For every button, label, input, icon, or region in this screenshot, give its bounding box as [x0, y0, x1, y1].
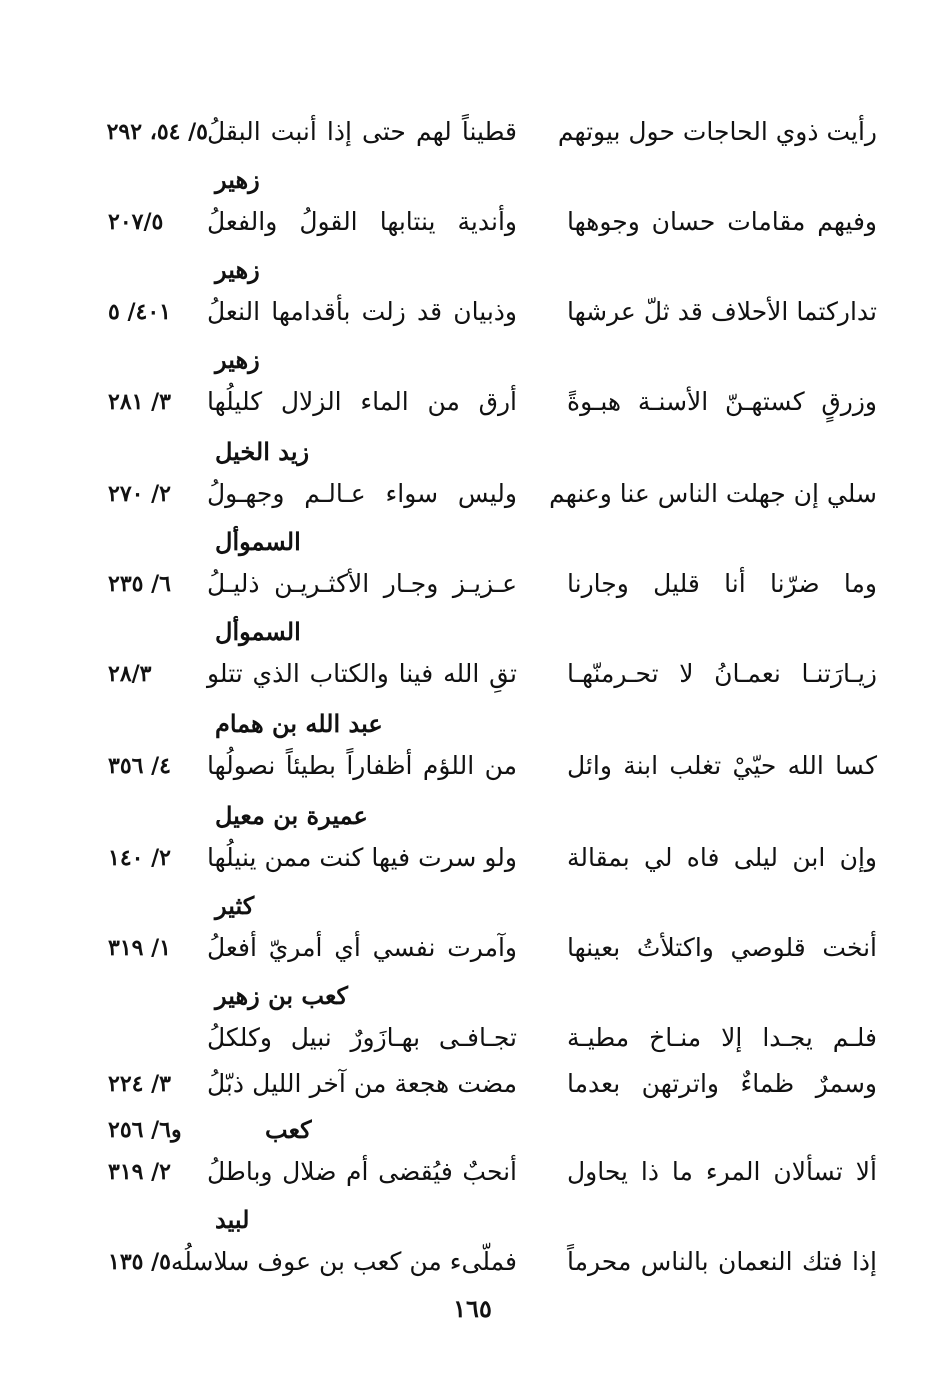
- verse-first-hemistich: وسمرٌ ظماءٌ واترتهن بعدما: [567, 1069, 877, 1098]
- verse-second-hemistich: مضت هجعة من آخر الليل ذبّلُ: [207, 1069, 517, 1098]
- verse-row: [0, 110, 945, 154]
- verse-first-hemistich: فلـم يجـدا إلا منـاخ مطيـة: [567, 1023, 877, 1052]
- verse-reference: ٤٠١/ ٥: [108, 299, 171, 325]
- verse-reference: ٦/ ٢٣٥: [108, 571, 171, 597]
- verse-first-hemistich: إذا فتك النعمان بالناس محرماً: [567, 1247, 877, 1276]
- verse-row: [0, 1016, 945, 1060]
- verse-second-hemistich: عـزيـز وجـار الأكثـريـن ذليـلُ: [207, 569, 517, 598]
- verse-second-hemistich: وآمرت نفسي أي أمريّ أفعلُ: [207, 933, 517, 962]
- verse-second-hemistich: أنحبٌ فيُقضى أم ضلال وباطلُ: [207, 1157, 517, 1186]
- verse-row: [0, 290, 945, 334]
- verse-row: [0, 472, 945, 516]
- verse-first-hemistich: أنخت قلوصي واكتلأتُ بعينها: [567, 933, 877, 962]
- verse-second-hemistich: تقِ الله فينا والكتاب الذي تتلو: [207, 659, 517, 688]
- verse-reference: ١/ ٣١٩: [108, 935, 171, 961]
- verse-first-hemistich: وفيهم مقامات حسان وجوهها: [567, 207, 877, 236]
- verse-second-hemistich: قطيناً لهم حتى إذا أنبت البقلُ: [207, 117, 517, 146]
- verse-reference: ٥/ ٥٤، ٢٩٢: [106, 119, 208, 145]
- poet-name: كعب بن زهير: [215, 981, 348, 1010]
- verse-reference: ٥/ ١٣٥: [108, 1249, 171, 1275]
- verse-second-hemistich: من اللؤم أظفاراً بطيئاً نصولُها: [207, 751, 517, 780]
- verse-row: [0, 652, 945, 696]
- verse-reference: ٢/ ٢٧٠: [108, 481, 171, 507]
- verse-first-hemistich: وإن ابن ليلى فاه لي بمقالة: [567, 843, 877, 872]
- page-number: ١٦٥: [453, 1294, 492, 1323]
- poet-name: زيد الخيل: [215, 437, 310, 466]
- verse-reference: ٢/ ٣١٩: [108, 1159, 171, 1185]
- verse-reference: ٣/ ٢٢٤: [108, 1071, 171, 1097]
- verse-second-hemistich: ولو سرت فيها كنت ممن ينيلُها: [207, 843, 517, 872]
- verse-second-hemistich: وليس سواء عـالـم وجهـولُ: [207, 479, 517, 508]
- verse-reference: ٢/ ١٤٠: [108, 845, 171, 871]
- poet-name: عبد الله بن همام: [215, 709, 383, 738]
- verse-first-hemistich: وزرقٍ كستهـنّ الأسنـة هبـوةً: [567, 387, 877, 416]
- verse-first-hemistich: وما ضرّنا أنا قليل وجارنا: [567, 569, 877, 598]
- poet-name: زهير: [215, 345, 260, 374]
- verse-row: [0, 200, 945, 244]
- verse-row: [0, 1062, 945, 1106]
- verse-row: [0, 1240, 945, 1284]
- verse-row: [0, 562, 945, 606]
- poet-name: كعب: [265, 1115, 312, 1144]
- verse-first-hemistich: سلي إن جهلت الناس عنا وعنهم: [549, 479, 877, 508]
- verse-row: [0, 926, 945, 970]
- verse-first-hemistich: تداركتما الأحلاف قد ثلّ عرشها: [567, 297, 877, 326]
- verse-first-hemistich: رأيت ذوي الحاجات حول بيوتهم: [557, 117, 877, 146]
- verse-first-hemistich: ألا تسألان المرء ما ذا يحاول: [567, 1157, 877, 1186]
- verse-second-hemistich: أرق من الماء الزلال كليلُها: [207, 387, 517, 416]
- poet-name: زهير: [215, 165, 260, 194]
- poet-name: كثير: [215, 891, 255, 920]
- verse-first-hemistich: زيـارَتنـا نعمـانُ لا تحـرمنّهـا: [567, 659, 877, 688]
- poet-name: عميرة بن معيل: [215, 801, 368, 830]
- verse-reference-extra: و٦/ ٢٥٦: [108, 1117, 182, 1143]
- verse-row: [0, 836, 945, 880]
- verse-second-hemistich: فملّىء من كعب بن عوف سلاسلُه: [170, 1247, 517, 1276]
- verse-row: [0, 1150, 945, 1194]
- verse-row: [0, 744, 945, 788]
- verse-first-hemistich: كسا الله حيّيْ تغلب ابنة وائل: [567, 751, 877, 780]
- poet-name: زهير: [215, 255, 260, 284]
- verse-second-hemistich: وأندية ينتابها القولُ والفعلُ: [207, 207, 517, 236]
- verse-second-hemistich: تجـافـى بهـازَورٌ نبيل وكلكلُ: [207, 1023, 517, 1052]
- poet-name: السموأل: [215, 617, 301, 646]
- poet-name: لبيد: [215, 1205, 250, 1234]
- verse-reference: ٢٠٧/٥: [108, 209, 164, 235]
- verse-reference: ٣/ ٢٨١: [108, 389, 171, 415]
- verse-row: [0, 380, 945, 424]
- verse-reference: ٤/ ٣٥٦: [108, 753, 171, 779]
- poet-name: السموأل: [215, 527, 301, 556]
- verse-second-hemistich: وذبيان قد زلت بأقدامها النعلُ: [207, 297, 517, 326]
- verse-reference: ٢٨/٣: [108, 661, 152, 687]
